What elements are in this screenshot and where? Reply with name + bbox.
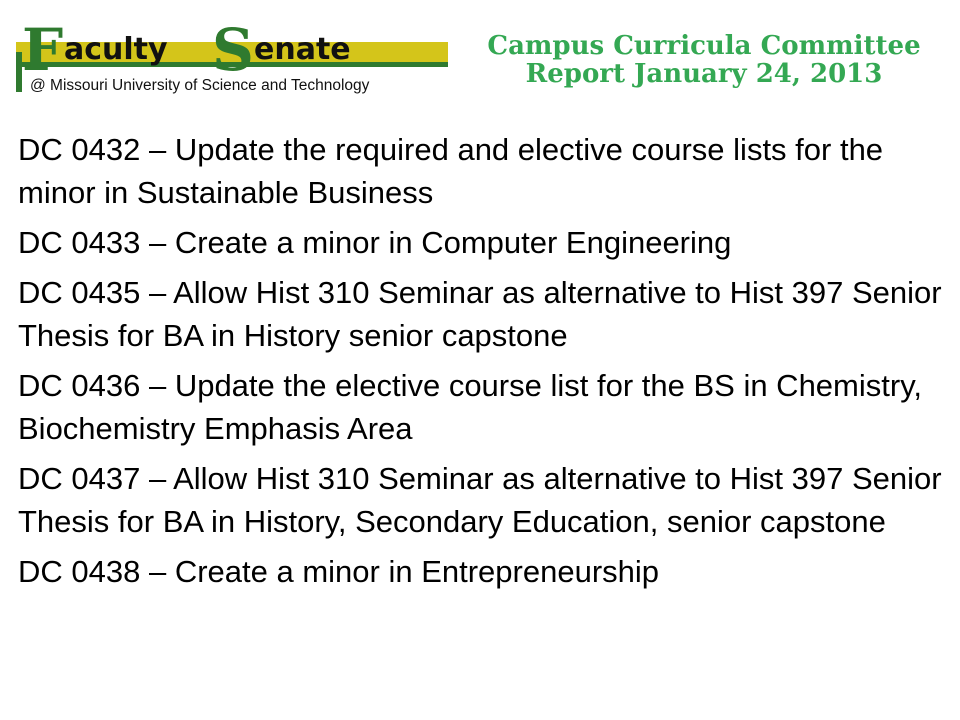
faculty-senate-logo: [16, 12, 450, 104]
docket-item-0435: DC 0435 – Allow Hist 310 Seminar as alternative to Hist 397 Senior Thesis for BA in History senior capstone: [18, 275, 942, 353]
logo-initial-f: F: [22, 16, 64, 84]
logo-word-aculty: aculty: [64, 32, 168, 67]
docket-item-0438: DC 0438 – Create a minor in Entrepreneurship: [18, 554, 660, 589]
report-header: [454, 32, 954, 88]
logo-subtitle: @ Missouri University of Science and Technology: [30, 77, 370, 94]
docket-list: [18, 128, 948, 600]
docket-item-0433: DC 0433 – Create a minor in Computer Engineering: [18, 225, 732, 260]
docket-item-0437: DC 0437 – Allow Hist 310 Seminar as alternative to Hist 397 Senior Thesis for BA in History, Secondary Education, senior capstone: [18, 461, 942, 539]
header-title-line1: Campus Curricula Committee: [487, 31, 921, 61]
logo-initial-s: S: [212, 16, 254, 84]
logo-word-enate: enate: [254, 32, 351, 67]
docket-item-0436: DC 0436 – Update the elective course list for the BS in Chemistry, Biochemistry Emphasis Area: [18, 368, 923, 446]
docket-item-0432: DC 0432 – Update the required and elective course lists for the minor in Sustainable Business: [18, 132, 884, 210]
header-title-line2: Report January 24, 2013: [525, 59, 883, 89]
